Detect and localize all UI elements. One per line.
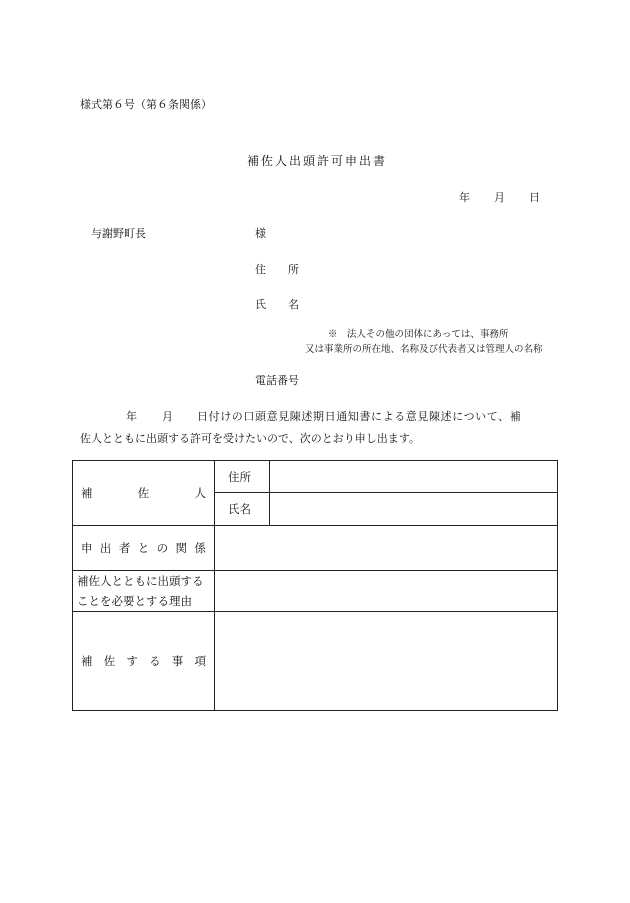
- assistant-label-cell: [73, 461, 215, 526]
- corporate-note-line2: 又は事業所の所在地、名称及び代表者又は管理人の名称: [305, 344, 543, 355]
- relation-char: 者: [118, 541, 131, 555]
- corporate-note-line1: ※ 法人その他の団体にあっては、事務所: [328, 329, 509, 340]
- relation-char: 申: [81, 541, 93, 555]
- matters-label-cell: [73, 612, 215, 711]
- relation-char: と: [137, 541, 150, 555]
- date-month: 月: [494, 191, 505, 204]
- table-row-reason: [73, 571, 558, 612]
- table-row-matters: [73, 612, 558, 711]
- matters-char: 補: [81, 654, 93, 668]
- reason-label-line1: 補佐人とともに出頭する: [77, 574, 204, 588]
- body-line2-text: 佐人とともに出頭する許可を受けたいので、次のとおり申し出ます。: [80, 432, 420, 445]
- matters-char: 事: [171, 654, 184, 668]
- body-year: 年: [126, 410, 137, 423]
- body-line1-text: 日付けの口頭意見陳述期日通知書による意見陳述について、補: [197, 410, 522, 423]
- assistant-address-field[interactable]: [270, 461, 558, 493]
- assistant-char: 人: [194, 486, 206, 500]
- relation-label-cell: [73, 526, 215, 571]
- applicant-address-label: 住 所: [255, 263, 299, 276]
- relation-char: 係: [194, 541, 206, 555]
- reason-label-cell: [73, 571, 215, 612]
- assistant-char: 補: [81, 486, 93, 500]
- date-day: 日: [529, 191, 540, 204]
- applicant-name-label: 氏 名: [255, 298, 299, 311]
- table-row-assistant-address: [73, 461, 558, 493]
- matters-char: 佐: [103, 654, 116, 668]
- reason-field[interactable]: [215, 571, 558, 612]
- assistant-char: 佐: [137, 486, 150, 500]
- matters-field[interactable]: [215, 612, 558, 711]
- table-row-relation: [73, 526, 558, 571]
- date-year: 年: [459, 191, 470, 204]
- form-table: [72, 460, 558, 711]
- reason-label-line2: ことを必要とする理由: [77, 594, 192, 608]
- addressee-honorific: 様: [255, 227, 266, 240]
- relation-char: 関: [175, 541, 188, 555]
- assistant-name-label: 氏名: [215, 493, 270, 526]
- applicant-phone-label: 電話番号: [255, 374, 299, 387]
- assistant-address-label: 住所: [215, 461, 270, 493]
- matters-label: [79, 653, 208, 669]
- relation-field[interactable]: [215, 526, 558, 571]
- form-number: 様式第６号（第６条関係）: [80, 98, 212, 111]
- addressee-name: 与謝野町長: [91, 227, 146, 240]
- page-title: 補佐人出頭許可申出書: [247, 154, 388, 168]
- relation-char: 出: [99, 541, 112, 555]
- matters-char: る: [149, 654, 161, 668]
- assistant-label: [79, 485, 208, 501]
- matters-char: 項: [194, 654, 206, 668]
- relation-label: [79, 540, 208, 556]
- matters-char: す: [126, 654, 138, 668]
- relation-char: の: [156, 541, 169, 555]
- body-month: 月: [162, 410, 173, 423]
- assistant-name-field[interactable]: [270, 493, 558, 526]
